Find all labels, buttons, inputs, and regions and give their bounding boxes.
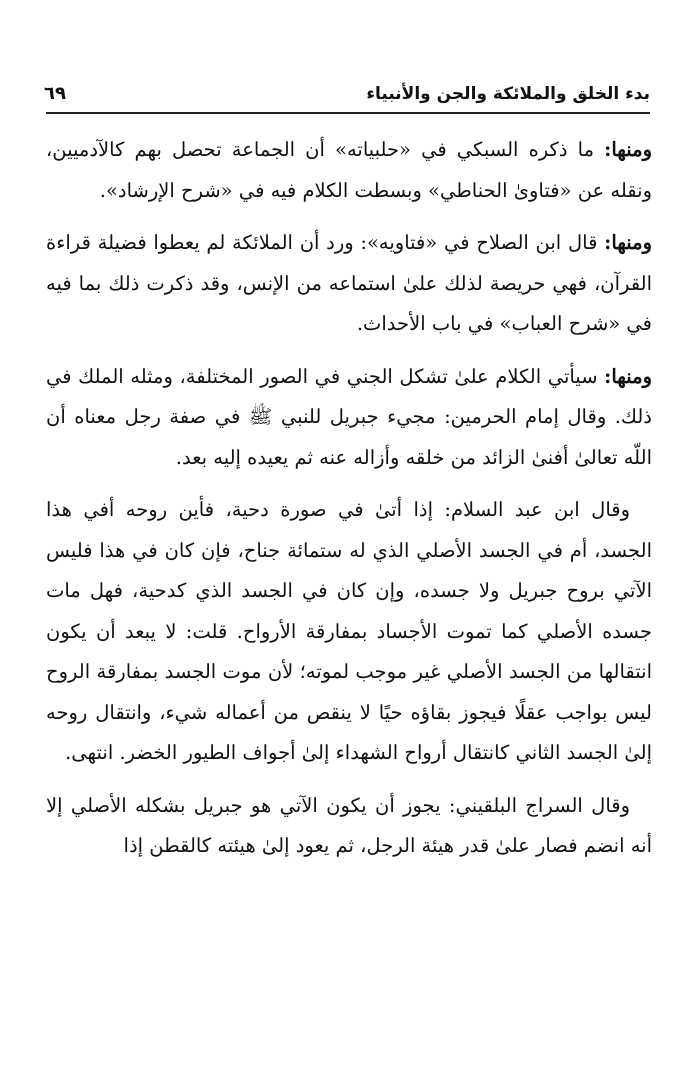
paragraph-text: قال ابن الصلاح في «فتاويه»: ورد أن الملائكة لم يعطوا فضيلة قراءة القرآن، فهي حريصة لذلك علىٰ استماعه من الإنس، وقد ذكرت ذلك بما فيه في «شرح العباب» في باب الأحداث. [46, 231, 652, 335]
paragraph-5 [46, 786, 652, 867]
paragraph-2 [46, 223, 652, 345]
paragraph-text: ما ذكره السبكي في «حلبياته» أن الجماعة تحصل بهم كالآدميين، ونقله عن «فتاوىٰ الحناطي» وبسطت الكلام فيه في «شرح الإرشاد». [46, 138, 652, 202]
paragraph-text: وقال السراج البلقيني: يجوز أن يكون الآتي هو جبريل بشكله الأصلي إلا أنه انضم فصار علىٰ قدر هيئة الرجل، ثم يعود إلىٰ هيئته كالقطن إذا [46, 793, 652, 857]
page-body [46, 130, 652, 879]
paragraph-lead: ومنها: [604, 138, 652, 161]
paragraph-text: سيأتي الكلام علىٰ تشكل الجني في الصور المختلفة، ومثله الملك في ذلك. وقال إمام الحرمين: مجيء جبريل للنبي ﷺ في صفة رجل معناه أن اللّه تعالىٰ أفنىٰ الزائد من خلقه وأزاله عنه ثم يعيده إليه بعد. [46, 364, 652, 469]
running-title: بدء الخلق والملائكة والجن والأنبياء [366, 84, 650, 104]
paragraph-lead: ومنها: [604, 364, 652, 388]
paragraph-4 [46, 490, 652, 774]
paragraph-3 [46, 357, 652, 479]
header-divider [46, 112, 650, 114]
paragraph-lead: ومنها: [604, 231, 652, 254]
page-number: ٦٩ [44, 83, 66, 104]
paragraph-1 [46, 130, 652, 211]
paragraph-text: وقال ابن عبد السلام: إذا أتىٰ في صورة دحية، فأين روحه أفي هذا الجسد، أم في الجسد الأصلي الذي له ستمائة جناح، فإن كان في هذا فليس الآتي بروح جبريل ولا جسده، وإن كان في الجسد الذي كدحية، فهل مات جسده الأصلي كما تموت الأجساد بمفارقة الأرواح. قلت: لا يبعد أن يكون انتقالها من الجسد الأصلي غير موجب لموته؛ لأن موت الجسد بمفارقة الروح ليس بواجب عقلًا فيجوز بقاؤه حيًا لا ينقص من أعماله شيء، وانتقال روحه إلىٰ الجسد الثاني كانتقال أرواح الشهداء إلىٰ أجواف الطيور الخضر. انتهى. [46, 498, 652, 764]
running-header [44, 70, 650, 104]
